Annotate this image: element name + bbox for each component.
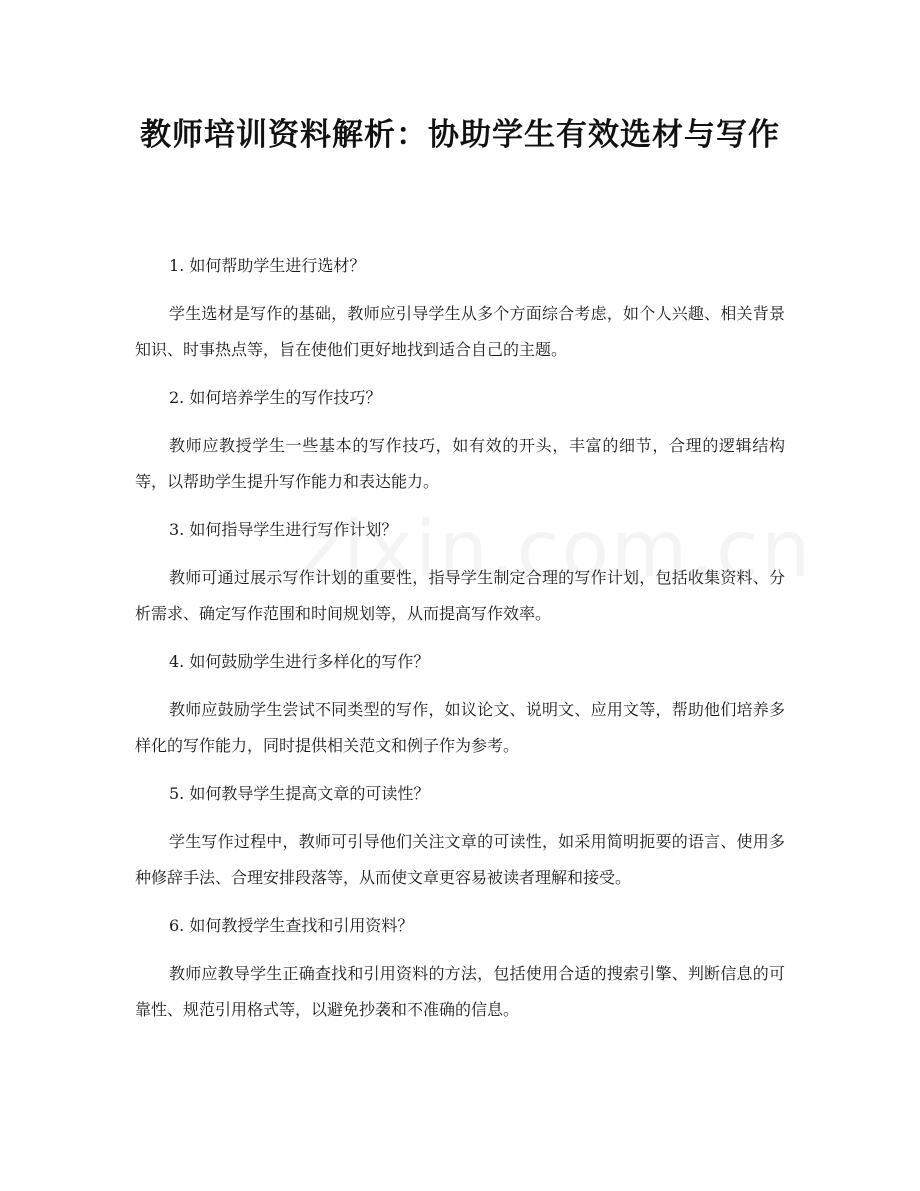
- qa-section-5: [135, 778, 785, 896]
- question-heading: 6. 如何教授学生查找和引用资料？: [169, 916, 414, 935]
- qa-section-3: [135, 514, 785, 632]
- qa-section-6: [135, 910, 785, 1028]
- answer-paragraph: 教师可通过展示写作计划的重要性，指导学生制定合理的写作计划，包括收集资料、分析需求、确定写作范围和时间规划等，从而提高写作效率。: [135, 568, 785, 623]
- document-body: [135, 250, 785, 1042]
- question-heading: 2. 如何培养学生的写作技巧？: [169, 388, 382, 407]
- answer-paragraph: 教师应鼓励学生尝试不同类型的写作，如议论文、说明文、应用文等，帮助他们培养多样化的写作能力，同时提供相关范文和例子作为参考。: [135, 700, 785, 755]
- qa-section-4: [135, 646, 785, 764]
- answer-paragraph: 教师应教导学生正确查找和引用资料的方法，包括使用合适的搜索引擎、判断信息的可靠性、规范引用格式等，以避免抄袭和不准确的信息。: [135, 964, 785, 1019]
- qa-section-2: [135, 382, 785, 500]
- question-heading: 1. 如何帮助学生进行选材？: [169, 256, 366, 275]
- question-heading: 5. 如何教导学生提高文章的可读性？: [169, 784, 430, 803]
- answer-paragraph: 教师应教授学生一些基本的写作技巧，如有效的开头，丰富的细节，合理的逻辑结构等，以帮助学生提升写作能力和表达能力。: [135, 436, 785, 491]
- answer-paragraph: 学生写作过程中，教师可引导他们关注文章的可读性，如采用简明扼要的语言、使用多种修辞手法、合理安排段落等，从而使文章更容易被读者理解和接受。: [135, 832, 785, 887]
- question-heading: 3. 如何指导学生进行写作计划？: [169, 520, 398, 539]
- document-title: 教师培训资料解析：协助学生有效选材与写作: [140, 117, 780, 153]
- question-heading: 4. 如何鼓励学生进行多样化的写作？: [169, 652, 430, 671]
- answer-paragraph: 学生选材是写作的基础，教师应引导学生从多个方面综合考虑，如个人兴趣、相关背景知识、时事热点等，旨在使他们更好地找到适合自己的主题。: [135, 304, 785, 359]
- qa-section-1: [135, 250, 785, 368]
